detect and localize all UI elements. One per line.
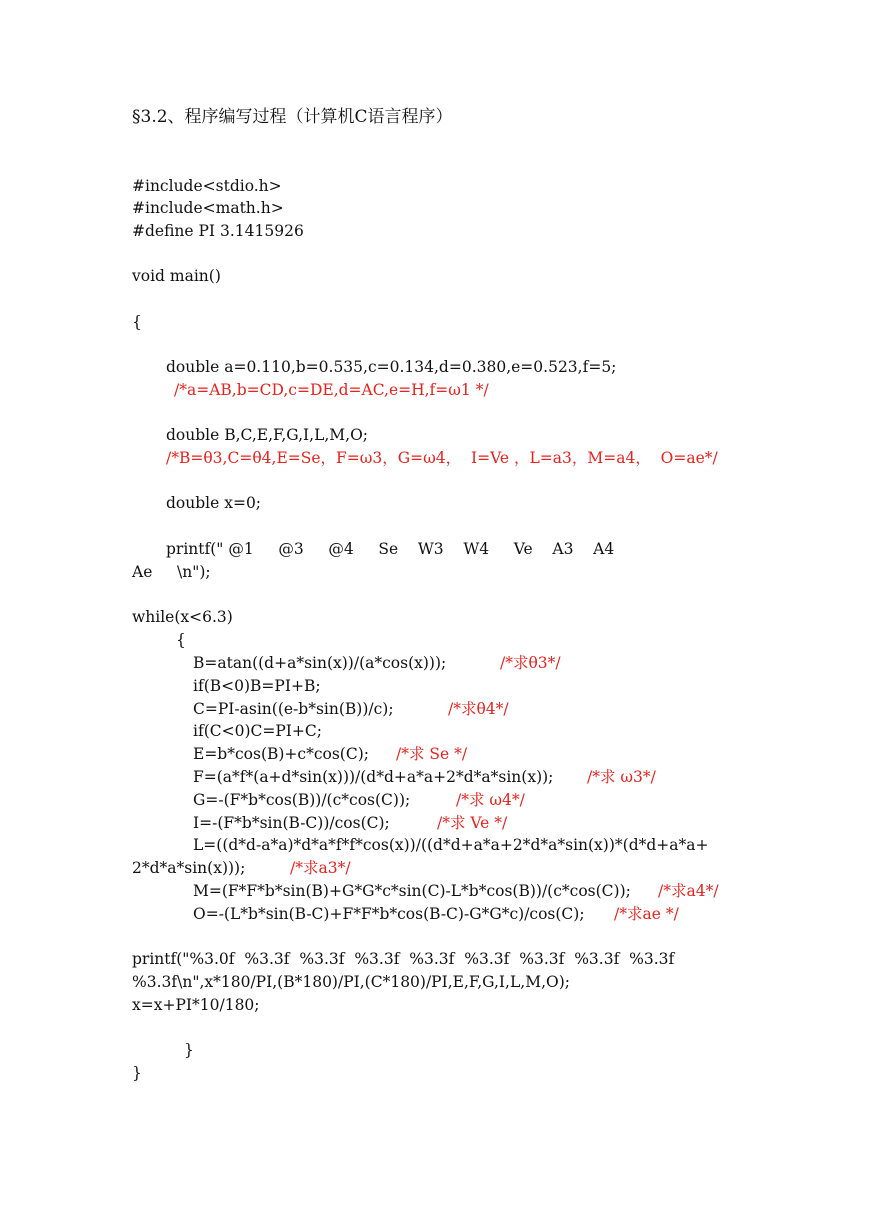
code-line-decl-vars: double B,C,E,F,G,I,L,M,O; [166, 426, 369, 444]
code-line-loop-open: { [176, 631, 186, 649]
code-line-include-math: #include<math.h> [132, 199, 284, 217]
code-line-main: void main() [132, 267, 221, 285]
section-heading: §3.2、程序编写过程（计算机C语言程序） [132, 107, 453, 127]
code-comment-M: /*求a4*/ [658, 882, 719, 900]
code-line-define-pi: #define PI 3.1415926 [132, 222, 304, 240]
code-line-printf-header: printf(" @1 @3 @4 Se W3 W4 Ve A3 A4 [166, 540, 615, 558]
code-line-if-B: if(B<0)B=PI+B; [193, 677, 321, 695]
code-comment-B: /*求θ3*/ [500, 654, 561, 672]
code-line-printf-row-cont: %3.3f\n",x*180/PI,(B*180)/PI,(C*180)/PI,E,F,G,I,L,M,O); [132, 973, 570, 991]
code-comment-C: /*求θ4*/ [448, 700, 509, 718]
code-line-brace-open: { [132, 313, 142, 331]
code-line-while: while(x<6.3) [132, 608, 233, 626]
code-line-calc-I: I=-(F*b*sin(B-C))/cos(C); [193, 814, 390, 832]
code-line-calc-E: E=b*cos(B)+c*cos(C); [193, 745, 369, 763]
code-comment-I: /*求 Ve */ [437, 814, 508, 832]
code-comment-O: /*求ae */ [614, 905, 679, 923]
code-comment-E: /*求 Se */ [396, 745, 468, 763]
code-line-calc-C: C=PI-asin((e-b*sin(B))/c); [193, 700, 394, 718]
code-comment-F: /*求 ω3*/ [587, 768, 656, 786]
code-comment-L: /*求a3*/ [290, 859, 351, 877]
code-comment-vars: /*B=θ3,C=θ4,E=Se，F=ω3，G=ω4， I=Ve ，L=a3，M=a4， O=ae*/ [166, 449, 718, 467]
code-line-calc-B: B=atan((d+a*sin(x))/(a*cos(x))); [193, 654, 447, 672]
code-line-calc-O: O=-(L*b*sin(B-C)+F*F*b*cos(B-C)-G*G*c)/cos(C); [193, 905, 585, 923]
code-line-increment: x=x+PI*10/180; [132, 996, 260, 1014]
code-comment-G: /*求 ω4*/ [456, 791, 525, 809]
code-line-if-C: if(C<0)C=PI+C; [193, 722, 322, 740]
code-line-decl-x: double x=0; [166, 494, 262, 512]
code-line-calc-L-cont: 2*d*a*sin(x))); [132, 859, 246, 877]
code-line-decl-params: double a=0.110,b=0.535,c=0.134,d=0.380,e=0.523,f=5; [166, 358, 617, 376]
code-line-calc-L: L=((d*d-a*a)*d*a*f*f*cos(x))/((d*d+a*a+2*d*a*sin(x))*(d*d+a*a+ [193, 836, 709, 854]
code-line-include-stdio: #include<stdio.h> [132, 177, 282, 195]
code-comment-params: /*a=AB,b=CD,c=DE,d=AC,e=H,f=ω1 */ [174, 381, 489, 399]
code-line-printf-header-cont: Ae \n"); [132, 563, 211, 581]
code-line-brace-close: } [132, 1064, 142, 1082]
code-line-calc-M: M=(F*F*b*sin(B)+G*G*c*sin(C)-L*b*cos(B))/(c*cos(C)); [193, 882, 631, 900]
code-line-printf-row: printf("%3.0f %3.3f %3.3f %3.3f %3.3f %3.3f %3.3f %3.3f %3.3f [132, 950, 675, 968]
code-line-calc-G: G=-(F*b*cos(B))/(c*cos(C)); [193, 791, 411, 809]
code-line-loop-close: } [184, 1041, 194, 1059]
code-line-calc-F: F=(a*f*(a+d*sin(x)))/(d*d+a*a+2*d*a*sin(x)); [193, 768, 554, 786]
